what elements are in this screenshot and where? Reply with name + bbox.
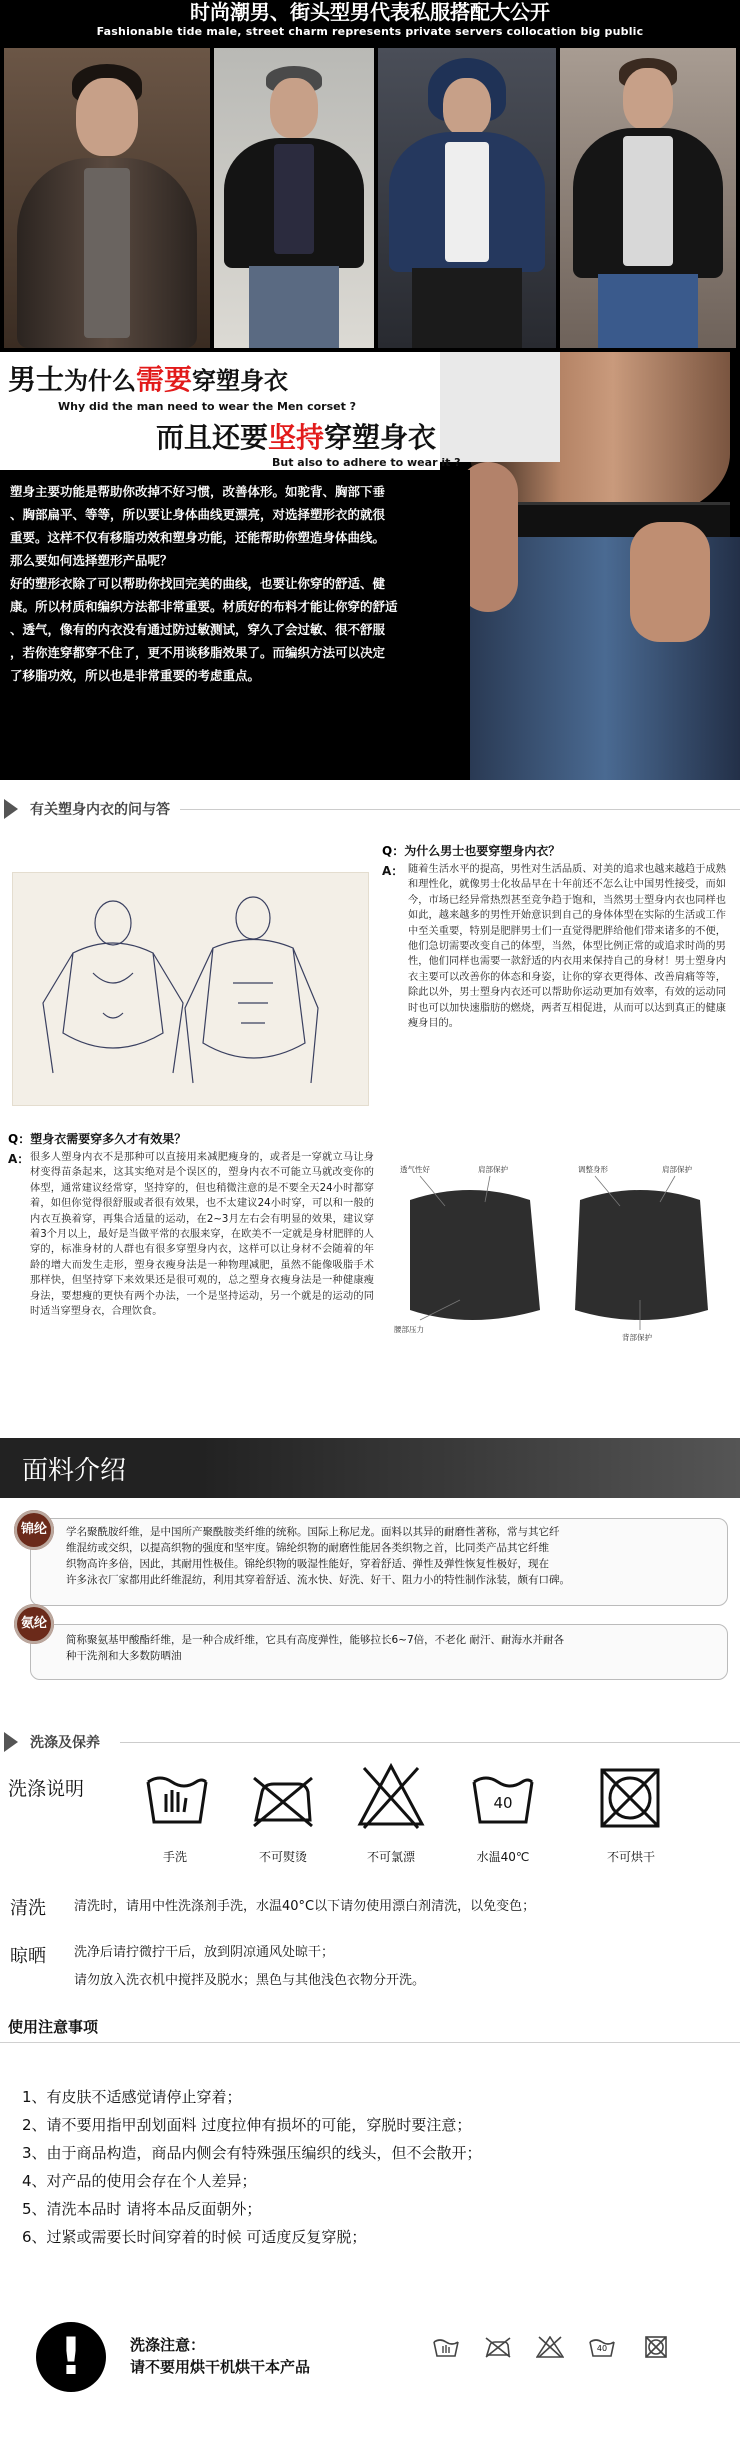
- spandex-description: 简称聚氨基甲酸酯纤维，是一种合成纤维，它具有高度弹性，能够拉长6~7倍，不老化 耐汗、耐海水并耐各 种干洗剂和大多数防晒油: [66, 1634, 564, 1662]
- model-photo-4: [560, 48, 736, 348]
- header-title-cn: 时尚潮男、街头型男代表私服搭配大公开: [190, 0, 550, 24]
- water-temp-label: 水温40℃: [476, 1850, 530, 1864]
- triangle-marker-icon: [4, 1732, 18, 1752]
- water-temp-icon: 40: [468, 1762, 538, 1822]
- intro-paragraph: 塑身主要功能是帮助你改掉不好习惯，改善体形。如驼背、胸部下垂 、胸部扁平、等等，所以要让身体曲线更漂亮，对选择塑形衣的就很 重要。这样不仅有移脂功效和塑身功能，还能帮助你塑造身体曲线。 那么要如何选择塑形产品呢？ 好的塑形衣除了可以帮助你找回完美的曲线，也要让你穿的舒适、健 康。所以材质和编织方法都非常重要。材质好的布料才能让你穿的舒适 、透气，像有的内衣没有通过防过敏测试，穿久了会过敏、很不舒服 ，若你连穿都穿不住了，更不用谈移脂效果了。而编织方法可以决定 了移脂功效，所以也是非常重要的考虑重点。: [10, 484, 398, 683]
- no-iron-icon: [484, 2336, 512, 2358]
- no-bleach-label: 不可氯漂: [366, 1850, 415, 1864]
- diagram-label: 透气性好: [400, 1165, 430, 1174]
- usage-note-item: 1、有皮肤不适感觉请停止穿着；: [22, 2088, 242, 2106]
- hand-wash-label: 手洗: [162, 1850, 187, 1864]
- dry-line-2: 请勿放入洗衣机中搅拌及脱水；黑色与其他浅色衣物分开洗。: [74, 1973, 426, 1988]
- hand-wash-icon: [432, 2336, 460, 2358]
- corset-diagram: [390, 1160, 730, 1350]
- page-header: [0, 0, 740, 44]
- usage-note-item: 6、过紧或需要长时间穿着的时候 可适度反复穿脱；: [22, 2228, 367, 2246]
- spandex-badge: 氨纶: [14, 1604, 54, 1644]
- diagram-label: 腰部压力: [394, 1325, 424, 1334]
- dry-title: 晾晒: [10, 1946, 46, 1967]
- model-photo-2: [214, 48, 374, 348]
- clean-text: 清洗时，请用中性洗涤剂手洗，水温40°C以下请勿使用漂白剂清洗，以免变色；: [74, 1899, 536, 1914]
- no-bleach-icon: [536, 2336, 564, 2358]
- usage-note-item: 5、清洗本品时 请将本品反面朝外；: [22, 2200, 262, 2218]
- washing-section-title: 洗涤及保养: [30, 1735, 100, 1751]
- nylon-badge: 锦纶: [14, 1510, 54, 1550]
- model-photo-strip: [0, 44, 740, 352]
- q1-title: Q：为什么男士也要穿塑身内衣？: [382, 844, 561, 858]
- intro-question-1: 男士为什么需要穿塑身衣: [8, 363, 289, 396]
- usage-note-item: 3、由于商品构造，商品内侧会有特殊强压编织的线头，但不会散开；: [22, 2144, 482, 2162]
- hand-wash-icon: [142, 1762, 212, 1822]
- header-title-en: Fashionable tide male, street charm represents private servers collocation big public: [96, 25, 644, 38]
- triangle-marker-icon: [4, 799, 18, 819]
- washing-section-header: [0, 1728, 740, 1756]
- qa-section: [0, 830, 740, 1430]
- fabric-section-title: 面料介绍: [22, 1456, 127, 1486]
- diagram-label: 背部保护: [622, 1333, 652, 1342]
- no-iron-icon: [248, 1762, 318, 1822]
- clean-title: 清洗: [10, 1898, 46, 1919]
- footer-text: 请不要用烘干机烘干本产品: [130, 2358, 311, 2376]
- no-bleach-icon: [356, 1762, 426, 1822]
- model-photo-1: [4, 48, 210, 348]
- no-tumble-dry-icon: [642, 2336, 670, 2358]
- fabric-section: [0, 1500, 740, 1720]
- q2-title: Q：塑身衣需要穿多久才有效果？: [8, 1132, 187, 1146]
- intro-question-2: 而且还要坚持穿塑身衣: [156, 421, 437, 454]
- no-tumble-dry-label: 不可烘干: [606, 1850, 655, 1864]
- footer-warning: [0, 2318, 740, 2438]
- intro-question-2-en: But also to adhere to wear it ?: [272, 456, 461, 469]
- diagram-label: 肩部保护: [478, 1165, 508, 1174]
- dry-line-1: 洗净后请拧微拧干后，放到阴凉通风处晾干；: [74, 1945, 335, 1960]
- exclamation-icon: !: [36, 2322, 106, 2392]
- no-iron-label: 不可熨烫: [258, 1850, 307, 1864]
- a1-text: 随着生活水平的提高，男性对生活品质、对美的追求也越来越趋于成熟和理性化，就像男士化妆品早在十年前还不怎么让中国男性接受，而如今，市场已经异常热烈甚至竞争趋于饱和，当然男士塑身内衣也同样也如此，越来越多的男性开始意识到自己的身体体型在实际的生活或工作中至关重要，特别是肥胖男士们一直觉得肥胖给他们带来诸多的不便，他们急切需要改变自己的体型，当然，体型比例正常的或追求时尚的男性，他们同样也需要一款舒适的内衣用来保持自己的身材！男士塑身内衣主要可以改善你的体态和身姿，让你的穿衣更得体、改善肩痛等等，除此以外，男士塑身内衣还可以帮助你运动更加有效率，有效的运动同时也可以加快速脂肪的燃烧，两者互相促进，从而可以达到真正的健康瘦身目的。: [408, 864, 726, 1030]
- a1-label: A：: [382, 864, 404, 878]
- usage-note-item: 4、对产品的使用会存在个人差异；: [22, 2172, 257, 2190]
- qa-section-title: 有关塑身内衣的问与答: [30, 802, 170, 818]
- a2-text: 很多人塑身内衣不是那种可以直接用来减肥瘦身的，或者是一穿就立马让身材变得苗条起来，这其实绝对是个误区的，塑身内衣不可能立马就改变你的体型，通常建议经常穿，坚持穿的，但也稍微注意的是不要全天24小时都穿着，如但你觉得很舒服或者很有效果，也不太建议24小时穿，可以和一般的内衣互换着穿，再集合适量的运动，在2~3月左右会有明显的效果，建议穿着3个月以上，最好是当做平常的衣服来穿，在欧美不一定就是身材肥胖的人穿的，标准身材的人群也有很多穿塑身内衣，这样可以让身材不会随着的年龄的增大而发生走形，塑身衣瘦身法是一种物理减肥，虽然不能像吸脂手术那样快，但坚持穿下来效果还是很可观的，总之塑身衣瘦身法是一种健康瘦身法，要想瘦的更快有两个办法，一个是坚持运动，另一个就是的运动的同时适当穿塑身衣，合理饮食。: [30, 1152, 374, 1318]
- fabric-section-header: [0, 1438, 740, 1498]
- a2-label: A：: [8, 1152, 30, 1166]
- footer-title: 洗涤注意：: [130, 2336, 206, 2354]
- intro-section: [0, 352, 740, 780]
- model-torso-image: [440, 352, 740, 780]
- usage-notes-title: 使用注意事项: [8, 2018, 99, 2036]
- qa-section-header: [0, 795, 740, 823]
- usage-note-item: 2、请不要用指甲刮划面料 过度拉伸有损坏的可能，穿脱时要注意；: [22, 2116, 472, 2134]
- intro-question-1-en: Why did the man need to wear the Men corset ?: [58, 400, 357, 413]
- usage-notes-section: [0, 2010, 740, 2300]
- wash-instructions-title: 洗涤说明: [8, 1778, 85, 1800]
- diagram-label: 肩部保护: [662, 1165, 692, 1174]
- torso-sketch-image: [12, 872, 369, 1106]
- model-photo-3: [378, 48, 556, 348]
- diagram-label: 调整身形: [578, 1165, 608, 1174]
- nylon-description: 学名聚酰胺纤维，是中国所产聚酰胺类纤维的统称。国际上称尼龙。面料以其异的耐磨性著称，常与其它纤 维混纺或交织，以提高织物的强度和坚牢度。锦纶织物的耐磨性能居各类织物之首，比同类产品其它纤维 织物高许多倍，因此，其耐用性极佳。锦纶织物的吸湿性能好，穿着舒适、弹性及弹性恢复性极好，现在 许多泳衣厂家都用此纤维混纺，利用其穿着舒适、流水快、好洗、好干、阻力小的特性制作泳装，颇有口碑。: [66, 1526, 570, 1586]
- no-tumble-dry-icon: [596, 1762, 666, 1822]
- water-temp-icon: 40: [588, 2336, 616, 2358]
